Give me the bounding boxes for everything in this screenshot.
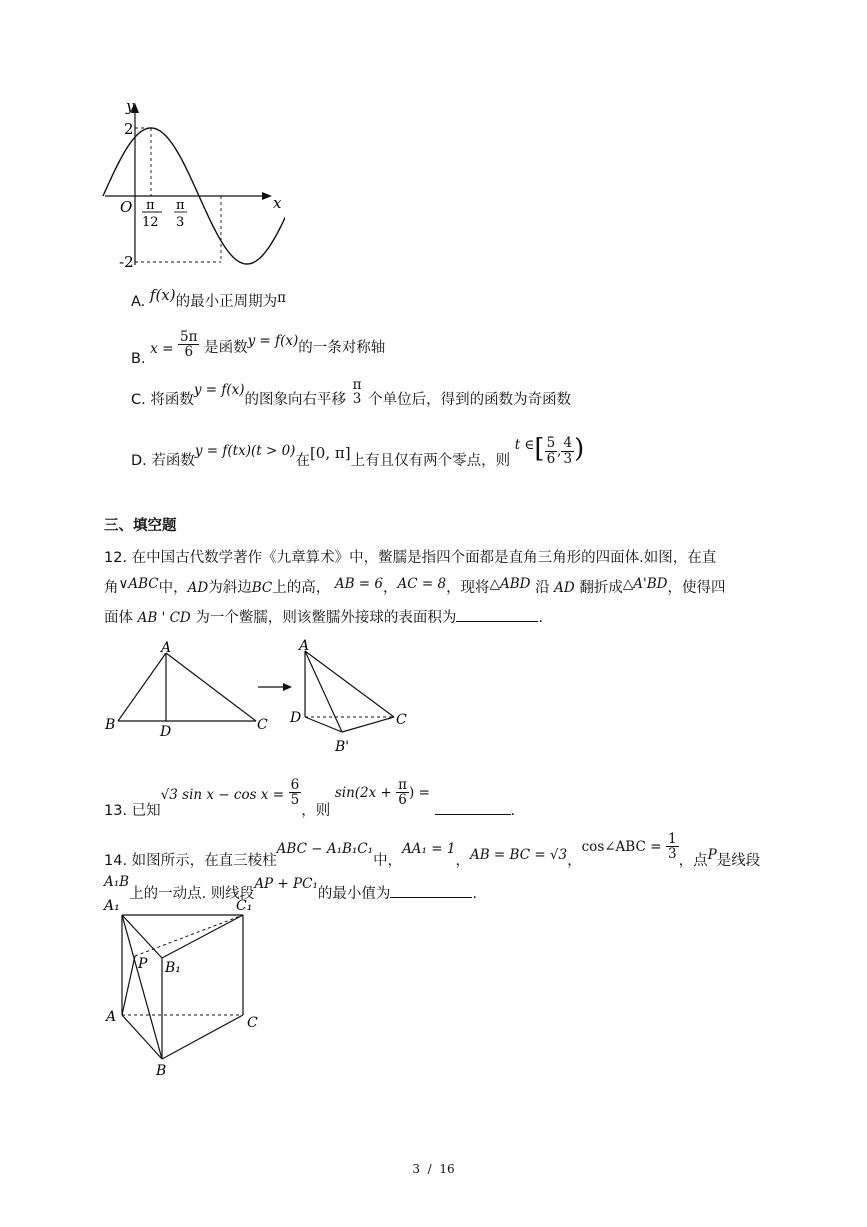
option-b [131,329,386,367]
option-c-frac [351,378,364,406]
q12-text-e: ，现将 [446,580,490,596]
q14-t1: 中， [373,852,403,869]
q14-t5: 是线段 [716,852,761,869]
q12-text-g: 翻折成 [579,580,623,596]
q13-sin-close: ) = [409,784,430,801]
option-b-frac [178,330,199,359]
q13-answer-blank[interactable] [435,800,511,815]
q14-aa1: AA₁ = 1 [402,840,456,857]
q12-text-c: 为斜边 [208,580,252,596]
origin-label: O [120,198,133,216]
q13-num: 6 [290,777,300,793]
fig14-c1: C₁ [236,898,253,914]
q14-prism: ABC − A₁B₁C₁ [276,840,374,857]
y-min-label: -2 [119,253,134,270]
q14-sum: AP + PC₁ [254,876,318,892]
fig12-c: C [257,717,268,733]
option-d-frac1 [545,436,558,465]
option-a-text: 的最小正周期为 [175,294,278,310]
q12-ac: AC = 8 [397,576,447,592]
fig14-p: P [138,956,148,972]
q12-line1: 12. 在中国古代数学著作《九章算术》中，鳖臑是指四个面都是直角三角形的四面体.如图，在直 [104,550,717,566]
option-b-func: y = f(x) [247,332,299,349]
q12-tetra: AB ' CD [137,610,191,626]
q14-line1 [104,831,761,869]
fig12-c2: C [396,712,407,728]
option-c-label: C. 将函数 [131,392,194,409]
q14-t7: 的最小值为 [317,886,391,902]
q12-end: . [538,610,543,626]
q12-text-b: 中， [158,580,188,596]
option-d-label: D. 若函数 [131,453,195,469]
q14-figure [100,896,275,1081]
q14-t4: ，点 [678,852,708,869]
q12-bc: BC [251,580,273,596]
option-d: D. 若函数y = f(tx)(t > 0)在[0, π]上有且仅有两个零点，则 t ∈[ $\frac{5}{6}$ , $\frac{4}{3}$ ) [131,434,585,469]
q13-pi-den: 6 [398,792,407,809]
q12-abd: △ABD [489,576,531,592]
option-b-den: 6 [184,344,194,361]
x-axis-arrow [262,192,272,200]
option-d-n2: 4 [563,435,573,452]
option-c-den: 3 [352,391,362,408]
fig14-b1: B₁ [165,960,181,976]
q13-frac [289,778,302,807]
q14-p: P [707,846,717,863]
q14-cos: cos∠ABC = [581,838,662,855]
option-b-text2: 的一条对称轴 [298,339,386,356]
option-a-label: A. [131,294,146,310]
fig14-c: C [247,1015,258,1031]
q13-pi-num: π [398,777,408,793]
option-d-d2: 3 [563,450,573,467]
fig12-b2: B' [335,739,350,755]
q14-t2: ， [455,852,470,869]
q13-pi-frac [396,778,409,807]
option-d-d1: 6 [546,450,556,467]
q14-end: . [472,886,477,902]
option-a-func: f(x) [149,286,176,304]
option-b-lhs: x = [150,340,174,357]
fig12-a2: A [299,638,310,654]
q13-expr: √3 sin x − cos x = [160,786,285,803]
option-d-frac2 [561,436,574,465]
fig12-a: A [161,640,172,656]
y-axis-label: y [126,97,135,115]
sine-graph [100,95,285,270]
option-c-text1: 的图象向右平移 [244,392,347,409]
option-c-text2: 个单位后，得到的函数为奇函数 [368,392,572,409]
option-d-n1: 5 [546,435,556,452]
fig14-a1: A₁ [104,898,120,914]
q12-text-f: 沿 [535,580,550,596]
q14-ab: AB = BC = √3 [469,846,568,863]
fig14-a: A [106,1009,117,1025]
page-number: 3 / 16 [412,1162,455,1176]
fig12-b: B [105,717,116,733]
q14-t3: ， [567,852,582,869]
q13-line [104,772,516,819]
q13-mid: ，则 [301,802,331,819]
q12-triangle: ∨ABC [118,576,159,592]
option-d-text2: 上有且仅有两个零点，则 [350,453,511,469]
fig14-b: B [156,1063,167,1079]
option-c-num: π [352,377,362,393]
q14-prefix: 14. 如图所示，在直三棱柱 [104,852,277,869]
q12-text-h: ，使得四 [667,580,726,596]
tick1-num: π [146,198,155,213]
option-b-label: B. [131,350,146,367]
q13-den: 5 [290,792,300,809]
q12-ad-2: AD [554,580,575,596]
q13-end: . [510,802,516,819]
q14-t6: 上的一动点. 则线段 [129,886,255,902]
q12-abd-prime: △A'BD [622,576,668,592]
option-c [131,377,572,409]
fig12-d2: D [290,710,302,726]
option-a [131,286,286,311]
q12-ab: AB = 6 [334,576,383,592]
q14-line2 [104,872,477,902]
q12-text-i: 面体 [104,610,133,626]
q12-figure [100,636,430,760]
option-d-interval: [0, π] [309,444,351,462]
q13-sin-expr: sin(2x + [334,784,397,801]
y-max-label: 2 [124,120,134,138]
option-c-func: y = f(x) [193,382,245,399]
q12-sep: ， [383,580,398,596]
q12-line3 [104,606,543,627]
tick2-den: 3 [176,215,185,230]
q12-answer-blank[interactable] [456,607,538,622]
q14-den: 3 [668,846,677,863]
q14-num: 1 [668,831,677,847]
q14-frac [666,832,679,861]
section-title: 三、填空题 [104,518,177,534]
fig12-d: D [160,724,172,740]
option-d-func: y = f(tx)(t > 0) [194,443,296,459]
q12-line2 [104,576,725,597]
q12-text-a: 角 [104,580,119,596]
q12-text-j: 为一个鳖臑，则该鳖臑外接球的表面积为 [195,610,457,626]
q12-ad: AD [187,580,209,596]
option-b-num: 5π [180,329,198,345]
tick2-num: π [176,198,185,213]
option-a-value: π [277,290,286,306]
q14-answer-blank[interactable] [390,883,472,898]
option-d-text1: 在 [295,453,310,469]
q14-a1b: A₁B [104,874,130,890]
q13-prefix: 13. 已知 [104,802,161,819]
x-axis-label: x [273,194,282,212]
option-d-t-in: t ∈ [514,437,535,453]
tick1-den: 12 [142,215,159,230]
q12-text-d: 上的高， [272,580,331,596]
option-b-text1: 是函数 [204,339,248,356]
